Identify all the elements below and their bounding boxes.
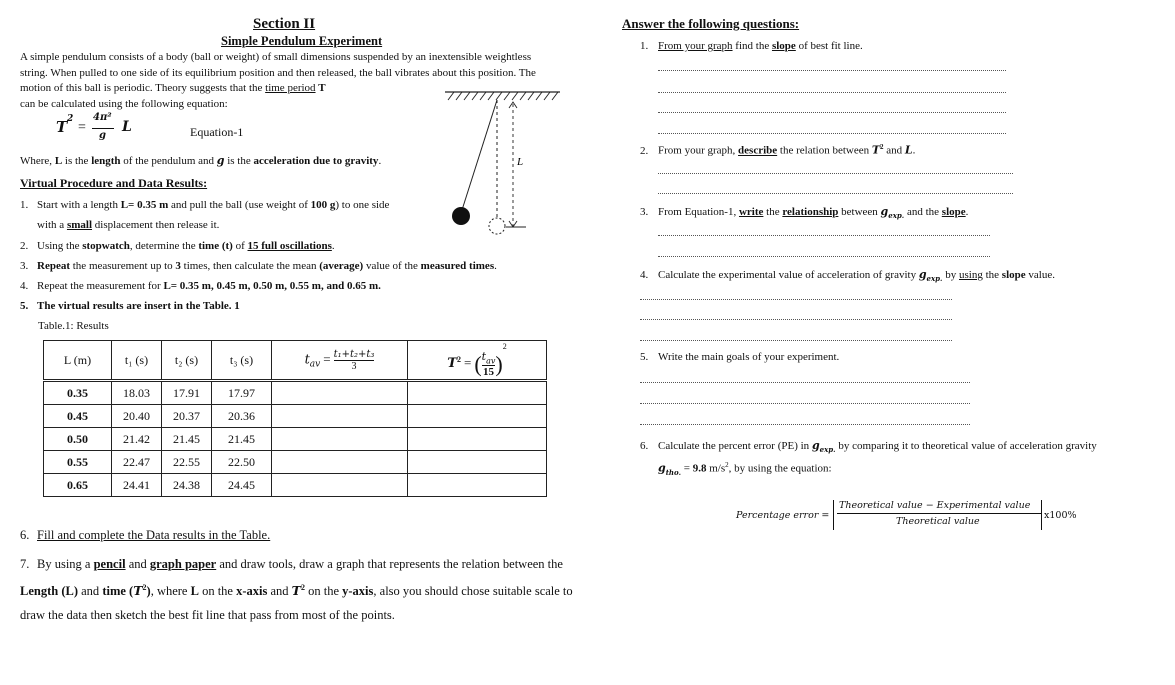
answer-line[interactable] — [658, 112, 1006, 113]
question-text: From your graph — [658, 40, 733, 52]
cell-t3: 20.36 — [212, 405, 272, 428]
question-text: between — [838, 206, 881, 218]
question-text: Write the main goals of your experiment. — [658, 351, 840, 363]
question-slope: slope — [771, 40, 796, 52]
step-repeat: Repeat — [37, 260, 70, 272]
cell-t1: 18.03 — [112, 381, 162, 405]
table-header-row — [44, 341, 547, 381]
cell-t1: 24.41 — [112, 474, 162, 497]
pe-fraction-bar — [837, 513, 1041, 514]
step-number: 2. — [20, 240, 29, 252]
cell-t2: 20.37 — [162, 405, 212, 428]
question-text: the relation between — [777, 144, 872, 157]
step-number: 5. — [20, 300, 29, 312]
instruction-text: and draw tools, draw a graph that represents the relation between the — [216, 557, 563, 571]
pe-label: Percentage error = — [736, 510, 830, 521]
question-6-cont: $g_{tho.} = 9.8$ $m/s^2$, by using the equation: — [658, 461, 832, 477]
question-text: the — [763, 206, 783, 218]
cell-T2[interactable] — [408, 451, 547, 474]
where-text: of the pendulum and — [120, 155, 217, 167]
question-4 — [640, 268, 1055, 283]
step-text: The virtual results are insert in the Table. 1 — [37, 300, 240, 312]
abs-bar-left — [833, 500, 834, 530]
intro-text: A simple pendulum consists of a body (ball or weight) of small dimensions suspended by an inextensible weightless string. When pulled to one side of its equilibrium position and then released, the ball vibrates about this position. The motion of this ball is periodic. Theory suggests that the — [20, 51, 536, 94]
answer-line[interactable] — [640, 319, 952, 320]
where-text: is the — [62, 155, 92, 167]
eq-numerator: 4π² — [93, 112, 112, 123]
question-number: 2. — [640, 144, 649, 157]
question-text: by comparing it to theoretical value of acceleration gravity — [835, 440, 1097, 452]
question-text: and the — [904, 206, 942, 218]
step-text: with a — [37, 219, 67, 231]
question-text: by — [942, 269, 959, 281]
step-text: Using the — [37, 240, 83, 252]
pe-denominator: Theoretical value — [896, 516, 980, 527]
instruction-pencil: pencil — [93, 557, 126, 571]
T2-equals: = — [463, 354, 472, 370]
table-row — [44, 428, 547, 451]
cell-t1: 22.47 — [112, 451, 162, 474]
T2-denominator: 15 — [483, 366, 495, 379]
cell-t1: 20.40 — [112, 405, 162, 428]
step-5 — [20, 300, 240, 312]
table-row — [44, 405, 547, 428]
question-g: g — [880, 205, 889, 218]
cell-t2: 24.38 — [162, 474, 212, 497]
instruction-number: 7. — [20, 557, 30, 571]
instruction-y-axis: y-axis — [342, 584, 374, 599]
question-g: g — [811, 439, 820, 452]
step-1 — [20, 199, 389, 211]
answer-line[interactable] — [658, 92, 1006, 93]
where-text: is the — [224, 155, 254, 167]
tav-symbol: t — [304, 351, 310, 367]
ceiling-hatch — [448, 92, 558, 100]
question-write: write — [738, 206, 764, 218]
question-g-theory-sub: tho. — [665, 467, 682, 477]
question-g-theory: g — [658, 461, 666, 475]
eq-denominator: g — [99, 130, 106, 141]
answer-line[interactable] — [658, 193, 1013, 194]
instruction-number: 6. — [20, 528, 30, 542]
pe-numerator: Theoretical value − Experimental value — [839, 500, 1031, 511]
step-time: time (t) — [198, 240, 233, 252]
table-row — [44, 451, 547, 474]
step-1-cont — [37, 219, 219, 231]
step-small: small — [66, 219, 93, 231]
ball-equilibrium — [489, 218, 505, 234]
abs-bar-right — [1041, 500, 1042, 530]
instruction-text: and — [267, 584, 292, 599]
question-text: Calculate the experimental value of acceleration of gravity — [658, 269, 919, 281]
eq-fraction-bar — [92, 128, 114, 129]
cell-t3: 24.45 — [212, 474, 272, 497]
step-text: Repeat the measurement for — [37, 280, 164, 292]
question-describe: describe — [738, 144, 778, 157]
cell-T2[interactable] — [408, 474, 547, 497]
question-2: 2. From your graph, describe the relation between $T^2$ and L. — [640, 143, 916, 157]
question-L: L — [904, 143, 913, 157]
step-length: L= 0.35 m — [120, 199, 169, 211]
header-t1: t₁ (s) — [112, 341, 162, 381]
question-text: and — [883, 144, 905, 157]
step-text: the measurement up to — [70, 260, 176, 272]
cell-L: 0.65 — [44, 474, 112, 497]
instruction-6 — [20, 528, 270, 543]
answer-line[interactable] — [658, 173, 1013, 174]
step-oscillations: 15 full oscillations — [247, 240, 332, 252]
percentage-error-formula — [736, 498, 1076, 534]
answer-title: Answer the following questions: — [622, 16, 800, 31]
question-number: 6. — [640, 440, 649, 452]
question-text: value. — [1025, 269, 1055, 281]
cell-t3: 17.97 — [212, 381, 272, 405]
question-slope: slope — [1001, 269, 1026, 281]
step-text: ) to one side — [335, 199, 390, 211]
tav-numerator: t₁+t₂+t₃ — [333, 348, 375, 360]
instruction-T: T — [133, 583, 143, 599]
answer-line[interactable] — [658, 70, 1006, 71]
where-acceleration: acceleration due to gravity — [253, 155, 379, 167]
instruction-time: time ( — [102, 584, 134, 599]
answer-line[interactable] — [640, 424, 970, 425]
where-text: Where, — [20, 155, 55, 167]
eq-equals: = — [78, 120, 86, 135]
table-caption: Table.1: Results — [38, 320, 109, 332]
step-text: and pull the ball (use weight of — [168, 199, 311, 211]
pe-times: x100% — [1044, 510, 1077, 521]
cell-tav[interactable] — [272, 405, 408, 428]
question-g-sub: exp. — [926, 274, 943, 284]
question-value: 9.8 — [692, 462, 707, 475]
instruction-7: 7. By using a pencil and graph paper and draw tools, draw a graph that represents the relation between the Length (L) and time $(T^2)$, where L on the x-axis and $T^2$ on the y-axis, also you should chose suitable scale to draw the data then sketch the best fit line that pass from most of the points. — [20, 552, 580, 627]
question-number: 4. — [640, 269, 649, 281]
answer-line[interactable] — [658, 256, 990, 257]
intro-text-2: can be calculated using the following equation: — [20, 97, 228, 110]
pendulum-ball — [452, 207, 470, 225]
length-label: L — [517, 156, 524, 168]
instruction-time-close: ) — [146, 584, 151, 599]
cell-tav[interactable] — [272, 474, 408, 497]
T2-numerator-sub: av — [486, 356, 496, 366]
header-tav — [272, 341, 408, 381]
header-T2: $T^2$ = ( $t_{av}$ 15 )$^2$ — [408, 341, 547, 381]
question-text: the — [982, 269, 1002, 281]
tav-sub: av — [309, 359, 321, 370]
instruction-text: on the — [198, 584, 237, 599]
step-text: displacement then release it. — [92, 219, 220, 231]
where-line — [20, 154, 381, 167]
cell-t3: 22.50 — [212, 451, 272, 474]
question-text: = — [681, 462, 693, 475]
instruction-text: , where — [150, 584, 191, 599]
step-number: 3. — [20, 260, 29, 272]
intro-T: T — [318, 82, 326, 94]
question-T: T — [871, 143, 881, 157]
cell-L: 0.45 — [44, 405, 112, 428]
answer-line[interactable] — [658, 235, 990, 236]
instruction-graph-paper: graph paper — [149, 557, 217, 571]
equation-label: Equation-1 — [190, 125, 244, 139]
question-number: 5. — [640, 351, 649, 363]
instruction-T2: T — [291, 583, 301, 599]
step-number: 4. — [20, 280, 29, 292]
string-displaced — [462, 100, 497, 210]
step-text: value of the — [363, 260, 421, 272]
instruction-text: , also you should chose suitable scale to draw the data then sketch the best fit line that pass from most of the points. — [20, 584, 573, 623]
step-text: . — [331, 240, 335, 252]
cell-L: 0.55 — [44, 451, 112, 474]
question-g-sub: exp. — [888, 211, 905, 221]
step-number: 1. — [20, 199, 29, 211]
cell-tav[interactable] — [272, 428, 408, 451]
question-slope: slope — [941, 206, 966, 218]
cell-T2[interactable] — [408, 381, 547, 405]
cell-L: 0.35 — [44, 381, 112, 405]
intro-time-period: time period — [265, 82, 316, 94]
question-text: . — [965, 206, 969, 218]
instruction-x-axis: x-axis — [236, 584, 268, 599]
eq-L: L — [122, 119, 132, 135]
header-t3: t₃ (s) — [212, 341, 272, 381]
step-text: Start with a length — [37, 199, 121, 211]
question-g: g — [918, 268, 927, 281]
instruction-text: on the — [304, 584, 343, 599]
question-number: 1. — [640, 40, 649, 52]
step-stopwatch: stopwatch — [82, 240, 130, 252]
table-row — [44, 474, 547, 497]
cell-T2[interactable] — [408, 405, 547, 428]
where-text: . — [378, 155, 382, 167]
pendulum-diagram — [440, 86, 570, 236]
question-text: , by using the equation: — [728, 462, 832, 475]
question-text: find the — [732, 40, 772, 52]
question-text: . — [912, 144, 916, 157]
step-text: , determine the — [129, 240, 199, 252]
virtual-procedure-title: Virtual Procedure and Data Results: — [20, 176, 208, 190]
question-text: From Equation-1, — [658, 206, 739, 218]
cell-t1: 21.42 — [112, 428, 162, 451]
question-text: From your graph, — [658, 144, 739, 157]
eq-T: T — [56, 118, 68, 136]
answer-line[interactable] — [640, 382, 970, 383]
question-text: of best fit line. — [795, 40, 863, 52]
answer-line[interactable] — [640, 299, 952, 300]
question-6 — [640, 439, 1097, 454]
instruction-length: Length (L) — [20, 584, 78, 599]
instruction-text: and — [125, 557, 150, 571]
instruction-L: L — [190, 584, 199, 599]
step-4 — [20, 280, 381, 292]
cell-t3: 21.45 — [212, 428, 272, 451]
where-g: g — [216, 154, 225, 167]
results-table — [43, 340, 547, 497]
cell-t2: 17.91 — [162, 381, 212, 405]
question-3 — [640, 205, 968, 220]
T2-numerator: t — [481, 350, 487, 364]
step-2 — [20, 240, 335, 252]
header-t2: t₂ (s) — [162, 341, 212, 381]
section-title: Section II — [253, 16, 316, 32]
eq-T-exp: 2 — [67, 114, 74, 124]
question-number: 3. — [640, 206, 649, 218]
experiment-title: Simple Pendulum Experiment — [221, 34, 383, 48]
question-using: using — [959, 269, 983, 281]
cell-T2[interactable] — [408, 428, 547, 451]
step-measured: measured times — [420, 260, 495, 272]
step-lengths: L= 0.35 m, 0.45 m, 0.50 m, 0.55 m, and 0.65 m. — [163, 280, 381, 292]
instruction-text: Fill and complete the Data results in the Table. — [37, 528, 271, 542]
cell-t2: 21.45 — [162, 428, 212, 451]
step-text: . — [494, 260, 497, 272]
step-weight: 100 g — [310, 199, 336, 211]
answer-line[interactable] — [640, 403, 970, 404]
step-average: (average) — [319, 260, 364, 272]
question-unit: m/s — [706, 462, 726, 475]
instruction-text: and — [78, 584, 103, 599]
step-text: times, then calculate the mean — [180, 260, 320, 272]
question-1 — [640, 40, 863, 52]
T2-symbol: T — [447, 355, 457, 371]
cell-tav[interactable] — [272, 451, 408, 474]
step-text: of — [232, 240, 248, 252]
answer-line[interactable] — [658, 133, 1006, 134]
table-row — [44, 381, 547, 405]
where-L: L — [54, 155, 63, 167]
answer-line[interactable] — [640, 340, 952, 341]
question-relationship: relationship — [782, 206, 839, 218]
where-length: length — [91, 155, 121, 167]
question-5 — [640, 351, 839, 363]
step-3 — [20, 260, 497, 272]
tav-equals: = — [323, 350, 331, 366]
tav-denominator: 3 — [351, 360, 357, 372]
question-text: Calculate the percent error (PE) in — [658, 440, 812, 452]
cell-L: 0.50 — [44, 428, 112, 451]
step-count: 3 — [175, 260, 181, 272]
question-g-sub: exp. — [819, 445, 836, 455]
cell-tav[interactable] — [272, 381, 408, 405]
cell-t2: 22.55 — [162, 451, 212, 474]
header-L: L (m) — [44, 341, 112, 381]
instruction-text: By using a — [37, 557, 94, 571]
